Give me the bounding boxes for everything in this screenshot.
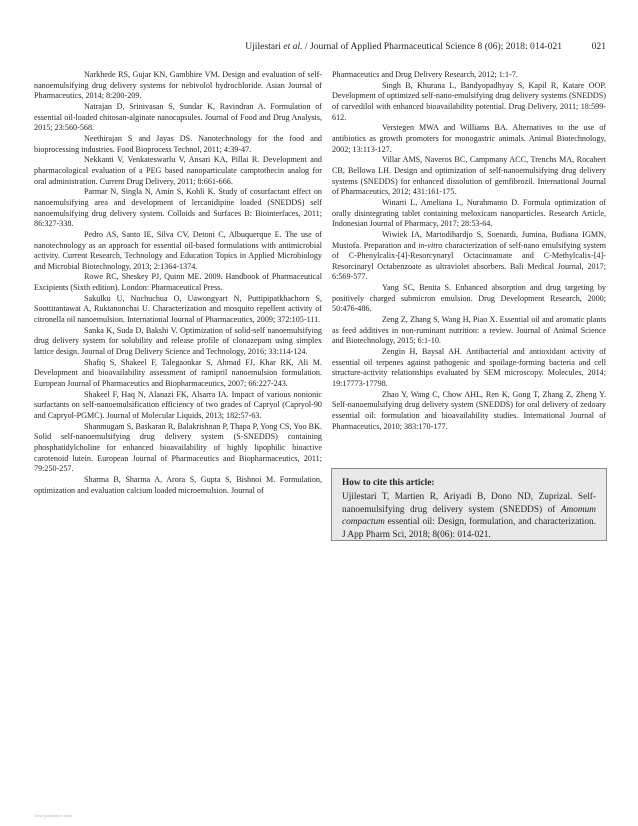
reference-item: Nekkanti V, Venkateswarlu V, Ansari KA, Pillai R. Development and pharmacological evaluation of a PEG based nanoparticulate camptothecin analog for oral administration. Current Drug Delivery, 2011; 8:661-666. [34,155,322,186]
reference-continuation: Pharmaceutics and Drug Delivery Research, 2012; 1:1-7. [332,70,518,79]
reference-item: Verstegen MWA and Williams BA. Alternatives to the use of antibiotics as growth promoters for monogastric animals. Animal Biotechnology, 2002; 13:113-127. [332,123,606,154]
reference-item: Sanka K, Suda D, Bakshi V. Optimization of solid-self nanoemulsifying drug delivery system for solubility and release profile of clonazepam using simplex lattice design. Journal of Drug Delivery Science and Technology, 2016; 33:114-124. [34,325,322,357]
how-to-cite-box [331,468,607,541]
reference-item: Villar AMS, Naveros BC, Campmany ACC, Trenchs MA, Rocabert CB, Bellowa LH. Design and optimization of self-nanoemulsifying drug delivery systems (SNEDDS) for enhanced dissolution of gemfibrozil. International Journal of Pharmaceutics, 2012; 431:161-175. [332,155,606,197]
publication-stats-link[interactable]: View publication stats [34,813,73,818]
running-header [34,41,606,55]
page-number: 021 [591,41,606,52]
running-head-author: Ujilestari [245,41,284,52]
running-head-etal: et al. [283,41,303,52]
reference-item: Narkhede RS, Gujar KN, Gambhire VM. Design and evaluation of self-nanoemulsifying drug delivery systems for nebivolol hydrochloride. Asian Journal of Pharmaceutics, 2014; 8:200-209. [34,70,322,101]
reference-italic-text: in-vitro [418,240,443,250]
reference-item: Shanmugam S, Baskaran R, Balakrishnan P, Thapa P, Yong CS, Yoo BK. Solid self-nanoemulsifying drug delivery system (S-SNEDDS) containing phosphatidylcholine for enhanced bioavailability of highly lipophilic bioactive carotenoid lutein. European Journal of Pharmaceutics and Biopharmaceutics, 2011; 79:250-257. [34,421,322,474]
reference-item: Shafiq S, Shakeel F, Talegaonkar S, Ahmad FJ, Khar RK, Ali M. Development and bioavailability assessment of ramipril nanoemulsion formulation. European Journal of Pharmaceutics and Biopharmaceutics, 2007; 66:227-243. [34,357,322,389]
reference-item: Zengin H, Baysal AH. Antibacterial and antioxidant activity of essential oil terpenes against pathogenic and spoilage-forming bacteria and cell structure-activity relationships evaluated by SEM microscopy. Molecules, 2014; 19:17773-17798. [332,347,606,389]
reference-item: Pedro AS, Santo IE, Silva CV, Detoni C, Albuquerque E. The use of nanotechnology as an approach for essential oil-based formulations with antimicrobial activity. Current Research, Technology and Education Topics in Applied Microbiology and Microbial Biotechnology, 2013; 2:1364-1374. [34,229,322,271]
citation-text: Ujilestari T, Martien R, Ariyadi B, Dono ND, Zuprizal. Self-nanoemulsifying drug delivery system (SNEDDS) of [342,492,596,515]
reference-item: Singh B, Khurana L, Bandyopadhyay S, Kapil R, Katare OOP. Development of optimized self-nano-emulsifying drug delivery systems (SNEDDS) of carvedilol with enhanced bioavailability potential. Drug Delivery, 2011; 18:599-612. [332,80,606,122]
running-head [245,41,562,52]
running-head-journal: / Journal of Applied Pharmaceutical Science 8 (06); 2018: 014-021 [302,41,562,52]
references-right-column [332,70,606,432]
reference-item: Parmar N, Singla N, Amin S, Kohli K. Study of cosurfactant effect on nanoemulsifying area and development of lercanidipine loaded (SNEDDS) self nanoemulsifying drug delivery system. Colloids and Surfaces B: Biointerfaces, 2011; 86:327-338. [34,187,322,229]
reference-item: Neethirajan S and Jayas DS. Nanotechnology for the food and bioprocessing industries. Food Bioprocess Technol, 2011; 4:39-47. [34,133,322,154]
reference-item: Zeng Z, Zhang S, Wang H, Piao X. Essential oil and aromatic plants as feed additives in non-ruminant nutrition: a review. Journal of Animal Science and Biotechnology, 2015; 6:1-10. [332,315,606,346]
reference-item: Winarti L, Ameliana L, Nurahmanto D. Formula optimization of orally disintegrating tablet containing meloxicam nanoparticles. Research Article, Indonesian Journal of Pharmacy, 2017; 28:53-64. [332,197,606,229]
citation-text: essential oil: Design, formulation, and characterization. J App Pharm Sci, 2018; 8(06): 014-021. [342,517,596,540]
reference-item [332,230,606,283]
reference-item: Natrajan D, Srinivasan S, Sundar K, Ravindran A. Formulation of essential oil-loaded chitosan-alginate nanocapsules. Journal of Food and Drug Analysis, 2015; 23:560-568. [34,101,322,133]
reference-text: characterization of self-nano emulsifying system of C-Phenylcalix-[4]-Resorcynaryl Octacinnamate and C-Methylcalix-[4]-Resorcinaryl Octabenzoate as ultraviolet absorbers. Bali Medical Journal, 2017; 6:569-577. [332,240,606,282]
how-to-cite-title: How to cite this article: [342,478,435,488]
citation-italic-text: Amomum compactum [342,504,596,528]
reference-item: Sharma B, Sharma A, Arora S, Gupta S, Bishnoi M. Formulation, optimization and evaluation calcium loaded microemulsion. Journal of [34,474,322,495]
references-left-column [34,70,322,496]
reference-item: Rowe RC, Sheskey PJ, Quinn ME. 2009. Handbook of Pharmaceutical Excipients (Sixth edition). London: Pharmaceutical Press. [34,272,322,293]
reference-item: Shakeel F, Haq N, Alanazi FK, Alsarra IA. Impact of various nonionic surfactants on self-nanoemulsification efficiency of two grades of Capryol (Capryol-90 and Capryol-PGMC). Journal of Molecular Liquids, 2013; 182:57-63. [34,389,322,420]
reference-item: Yang SC, Benita S. Enhanced absorption and drug targeting by positively charged submicron emulsion. Drug Development Research, 2000; 50:476-486. [332,283,606,314]
how-to-cite-text [342,491,596,541]
reference-text: Wiwiek IA, Martodihardjo S, Soenardi, Jumina, Budiana IGMN, Mustofa. Preparation and [332,229,606,250]
reference-item: Sakulku U, Nuchuchua O, Uawongyart N, Puttipipatkhachorn S, Soottitantawat A, Ruktanonchai U. Characterization and mosquito repellent activity of citronella oil nanoemulsion. International Journal of Pharmaceutics, 2009; 372:105-111. [34,293,322,325]
reference-item: Zhao Y, Wang C, Chow AHL, Ren K, Gong T, Zhang Z, Zheng Y. Self-nanoemulsifying drug delivery system (SNEDDS) for oral delivery of zedoary essential oil: formulation and bioavailability studies. International Journal of Pharmaceutics, 2010; 383:170-177. [332,389,606,431]
